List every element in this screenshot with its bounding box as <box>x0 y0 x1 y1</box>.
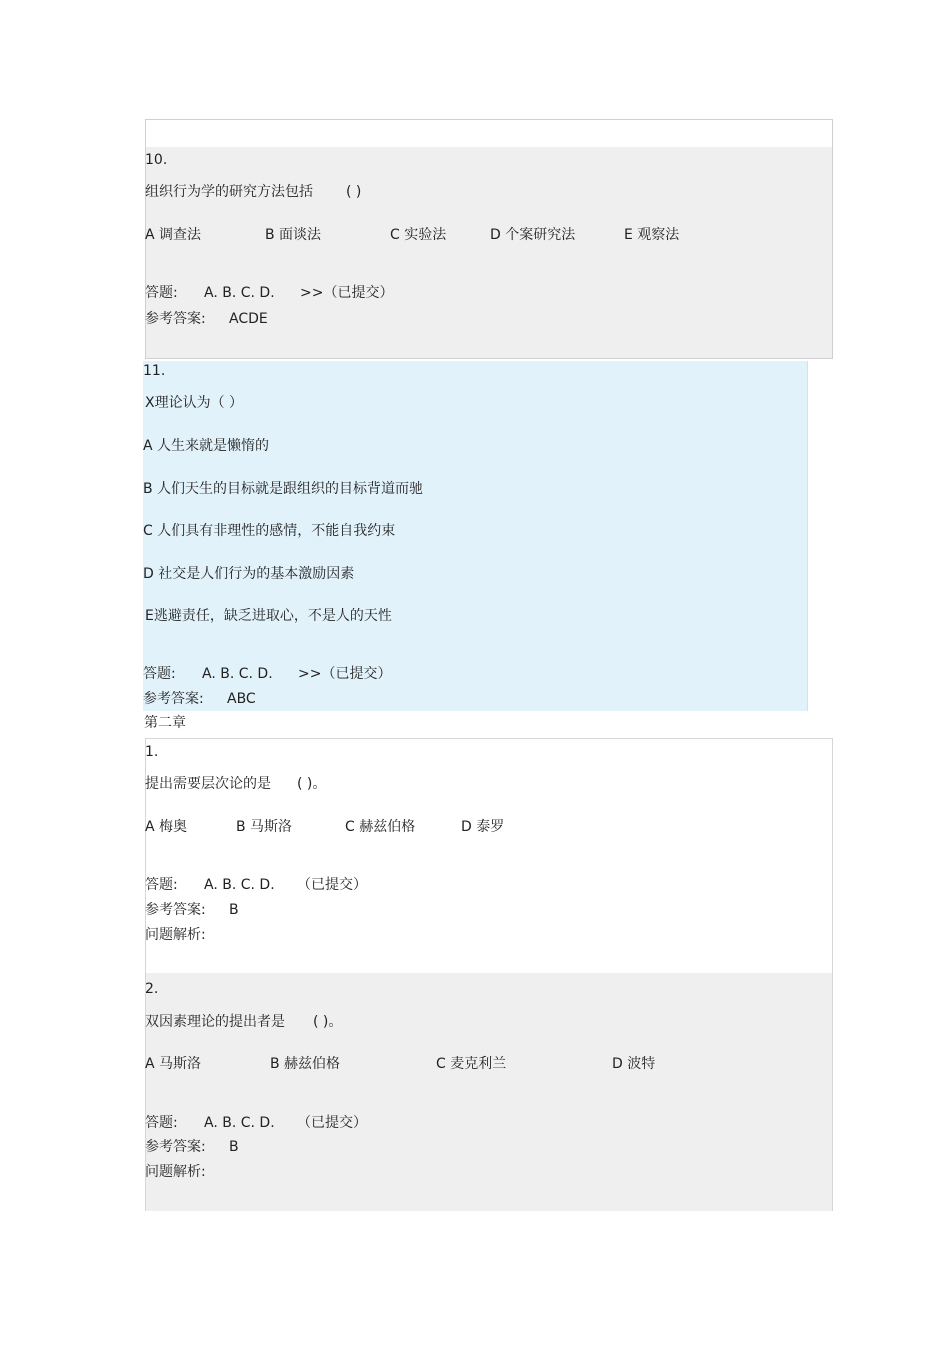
question-stem: X理论认为（ ） <box>145 395 244 411</box>
option-c: C 实验法 <box>390 227 447 243</box>
chapter-title: 第二章 <box>144 715 186 731</box>
option-d: D 个案研究法 <box>490 227 576 243</box>
option-d: D 波特 <box>612 1056 656 1072</box>
reference-label: 参考答案: <box>145 902 206 918</box>
answer-label: 答题: <box>145 1115 178 1131</box>
question-number: 11. <box>143 363 166 379</box>
option-b: B 人们天生的目标就是跟组织的目标背道而驰 <box>143 481 424 497</box>
submit-status: >>（已提交） <box>300 285 394 301</box>
question-number: 1. <box>145 744 159 760</box>
question-paren: ( )。 <box>313 1014 343 1030</box>
reference-answer: ACDE <box>229 311 268 327</box>
question-stem: 提出需要层次论的是 <box>145 776 271 792</box>
analysis-label: 问题解析: <box>145 927 206 943</box>
submit-status: >>（已提交） <box>298 666 392 682</box>
question-paren: ( )。 <box>297 776 327 792</box>
answer-value: A. B. C. D. <box>204 1115 275 1131</box>
submit-status: （已提交） <box>297 1115 367 1131</box>
option-a: A 梅奥 <box>145 819 188 835</box>
reference-label: 参考答案: <box>143 691 204 707</box>
answer-value: A. B. C. D. <box>204 285 275 301</box>
question-card-2 <box>145 973 833 1211</box>
option-b: B 赫兹伯格 <box>270 1056 341 1072</box>
option-e: E 观察法 <box>624 227 680 243</box>
option-e: E逃避责任，缺乏进取心，不是人的天性 <box>145 608 392 624</box>
option-c: C 麦克利兰 <box>436 1056 507 1072</box>
option-c: C 赫兹伯格 <box>345 819 416 835</box>
reference-answer: ABC <box>227 691 256 707</box>
option-a: A 人生来就是懒惰的 <box>143 438 270 454</box>
question-number: 10. <box>145 152 168 168</box>
question-stem: 双因素理论的提出者是 <box>145 1014 285 1030</box>
answer-value: A. B. C. D. <box>202 666 273 682</box>
option-a: A 调查法 <box>145 227 202 243</box>
question-paren: ( ) <box>346 184 362 200</box>
reference-answer: B <box>229 902 239 918</box>
option-b: B 面谈法 <box>265 227 322 243</box>
answer-label: 答题: <box>145 877 178 893</box>
question-stem: 组织行为学的研究方法包括 <box>145 184 313 200</box>
analysis-label: 问题解析: <box>145 1164 206 1180</box>
option-d: D 社交是人们行为的基本激励因素 <box>143 566 355 582</box>
option-d: D 泰罗 <box>461 819 505 835</box>
question-card-1 <box>145 738 833 974</box>
option-b: B 马斯洛 <box>236 819 293 835</box>
reference-label: 参考答案: <box>145 311 206 327</box>
option-c: C 人们具有非理性的感情，不能自我约束 <box>143 523 396 539</box>
answer-label: 答题: <box>143 666 176 682</box>
answer-label: 答题: <box>145 285 178 301</box>
reference-label: 参考答案: <box>145 1139 206 1155</box>
submit-status: （已提交） <box>297 877 367 893</box>
empty-header-box <box>145 119 833 148</box>
reference-answer: B <box>229 1139 239 1155</box>
answer-value: A. B. C. D. <box>204 877 275 893</box>
option-a: A 马斯洛 <box>145 1056 202 1072</box>
question-number: 2. <box>145 981 159 997</box>
